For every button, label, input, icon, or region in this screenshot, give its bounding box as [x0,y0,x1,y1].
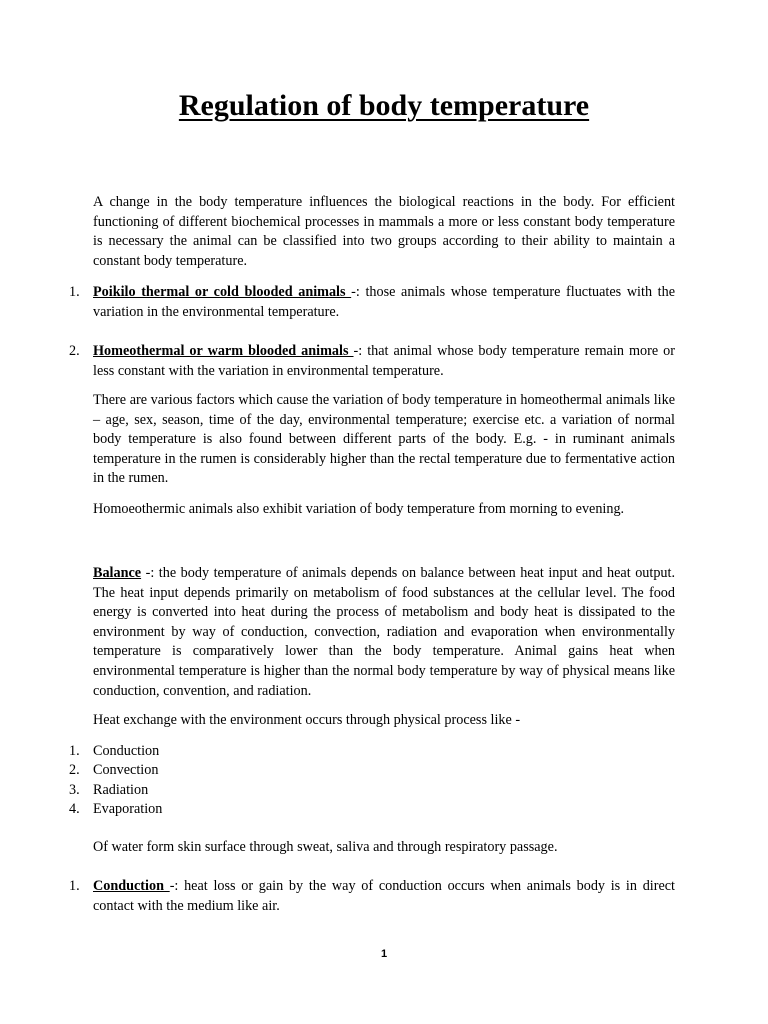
conduction-definition [93,877,675,916]
heat-exchange-intro: Heat exchange with the environment occurs through physical process like - [93,712,521,728]
definition-term: Homeothermal or warm blooded animals [93,343,354,359]
list-number: 1. [69,284,80,300]
list-item: 3. Radiation [69,782,149,798]
list-item: 4. Evaporation [69,801,163,817]
definition-separator: -: [351,284,360,300]
balance-separator: -: [141,565,155,581]
list-number: 2. [69,343,80,359]
balance-term: Balance [93,565,142,581]
definition-term: Conduction [93,878,170,894]
definition-text: that animal whose body temperature remain more or less constant with the variation in environmental temperature. [93,343,675,379]
homeothermal-definition [93,342,675,381]
balance-paragraph [93,564,675,701]
definition-text: those animals whose temperature fluctuates with the variation in the environmental temperature. [93,284,675,320]
list-item: 2. Convection [69,762,159,778]
factors-paragraph: There are various factors which cause the variation of body temperature in homeothermal animals like – age, sex, season, time of the day, environmental temperature; exercise etc. a variation of normal body temperature is also found between different parts of the body. E.g. - in ruminant animals temperature in the rumen is considerably higher than the rectal temperature due to fermentative action in the rumen. [93,392,675,487]
balance-text: the body temperature of animals depends on balance between heat input and heat output. The heat input depends primarily on metabolism of food substances at the cellular level. The food energy is converted into heat during the process of metabolism and body heat is dissipated to the environment by way of conduction, convection, radiation and evaporation when environmentally temperature is comparatively lower than the body temperature. Animal gains heat when environmental temperature is higher than the normal body temperature by way of physical means like conduction, convention, and radiation. [93,565,676,699]
definition-separator: -: [353,343,363,359]
definition-term: Poikilo thermal or cold blooded animals [93,284,352,300]
page-number: 1 [380,948,388,960]
list-item: 1. Conduction [69,743,160,759]
poikilothermal-definition [93,283,675,322]
intro-paragraph: A change in the body temperature influences the biological reactions in the body. For efficient functioning of different biochemical processes in mammals a more or less constant body temperature is necessary the animal can be classified into two groups according to their ability to maintain a constant body temperature. [93,194,675,269]
homeothermic-variation-paragraph: Homoeothermic animals also exhibit variation of body temperature from morning to evening. [93,501,625,517]
definition-text: heat loss or gain by the way of conduction occurs when animals body is in direct contact with the medium like air. [93,878,675,914]
definition-separator: -: [169,878,179,894]
water-note: Of water form skin surface through sweat, saliva and through respiratory passage. [93,839,558,855]
list-number: 1. [69,878,80,894]
page-title: Regulation of body temperature [178,89,590,122]
